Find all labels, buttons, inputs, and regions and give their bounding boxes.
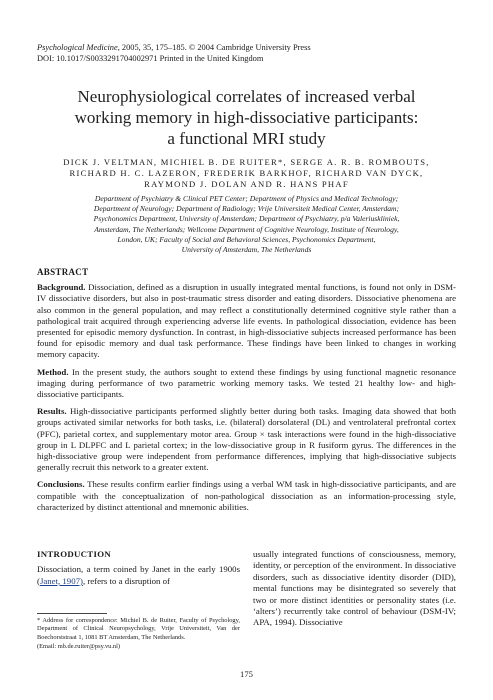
introduction-heading: INTRODUCTION — [37, 549, 111, 559]
footnote-divider — [37, 613, 107, 614]
background-label: Background. — [37, 282, 86, 293]
background-text: Dissociation, defined as a disruption in usually integrated mental functions, is found not only in DSM-IV dissociative disorders, but also in post-traumatic stress disorder and eating disorders. Dissociative phenomena are also common in the general population, and may reflect a constitutionally determined cognitive style rather than a pathological trait acquired through experiencing adverse life events. In pathological dissociation, evidence has been presented for episodic memory dysfunction. In contrast, in high-dissociative subjects increased performance has been found for episodic memory and dual task performance. These findings have been linked to changes in working memory capacity. — [37, 282, 456, 360]
conclusions-text: These results confirm earlier findings using a verbal WM task in high-dissociative participants, and are compatible with the conceptualization of non-pathological dissociation as an information-processing style, characterized by distinct attentional and mnemonic abilities. — [37, 479, 456, 512]
affiliation-line-4: Amsterdam, The Netherlands; Wellcome Department of Cognitive Neurology, Institute of Neurology, — [94, 224, 399, 234]
journal-header — [37, 42, 311, 64]
citation-details: , 2005, 35, 175–185. © 2004 Cambridge University Press — [117, 43, 311, 52]
affiliation-line-3: Psychonomics Department, University of Amsterdam; Department of Psychiatry, p/a Valeriuskliniek, — [93, 214, 400, 224]
footnote-address: * Address for correspondence: Michiel B. de Ruiter, Faculty of Psychology, Department of Clinical Neuropsychology, Vrije Universiteit, Van der Boechorststraat 1, 1081 BT Amsterdam, The Netherlands. — [37, 617, 240, 641]
abstract-conclusions — [37, 479, 456, 513]
title-line-2: working memory in high-dissociative participants: — [74, 108, 419, 127]
janet-1907-reference-link[interactable]: Janet, 1907) — [39, 575, 83, 586]
introduction-column — [37, 549, 240, 587]
paper-title — [40, 86, 453, 149]
affiliation-line-5: London, UK; Faculty of Social and Behavioral Sciences, Psychonomics Department, — [117, 234, 376, 244]
abstract-section — [37, 267, 456, 519]
title-line-1: Neurophysiological correlates of increased verbal — [77, 87, 416, 106]
affiliation-line-2: Department of Neurology; Department of Radiology; Vrije Universiteit Medical Center, Amsterdam; — [93, 204, 400, 214]
citation-line — [37, 42, 311, 53]
results-text: High-dissociative participants performed slightly better during both tasks. Imaging data showed that both groups activated similar networks for both tasks, i.e. (bilateral) dorsolateral (DL) and ventrolateral prefrontal cortex (PFC), parietal cortex, and supplementary motor area. Group × task interactions were found in the high-dissociative group in L DLPFC and L parietal cortex; in the low-dissociative group in R fusiform gyrus. The differences in the high-dissociative group were independent from performance differences, implying that high-dissociative subjects generally recruit this network to a greater extent. — [37, 406, 456, 473]
footnote-email: (Email: mb.de.ruiter@psy.vu.nl) — [37, 643, 121, 651]
abstract-method — [37, 367, 456, 401]
affiliation-line-6: University of Amsterdam, The Netherlands — [181, 245, 312, 255]
authors-line-2: RICHARD H. C. LAZERON, FREDERIK BARKHOF, RICHARD VAN DYCK, — [69, 168, 424, 179]
affiliation-line-1: Department of Psychiatry & Clinical PET Center; Department of Physics and Medical Technology; — [94, 194, 399, 203]
intro-text-after: , refers to a disruption of — [82, 575, 170, 586]
abstract-background — [37, 282, 456, 360]
affiliations — [36, 194, 457, 255]
journal-name: Psychological Medicine — [37, 43, 118, 52]
method-label: Method. — [37, 366, 69, 377]
correspondence-footnote — [37, 617, 240, 653]
authors-line-3: RAYMOND J. DOLAN AND R. HANS PHAF — [144, 179, 349, 190]
intro-text-before: Dissociation, a term coined by Janet in the early 1900s ( — [37, 564, 240, 586]
method-text: In the present study, the authors sought to extend these findings by using functional magnetic resonance imaging during performance of two parametric working memory tasks. We tested 21 healthy low- and high-dissociative participants. — [37, 366, 456, 400]
abstract-heading: ABSTRACT — [37, 267, 89, 277]
page-number: 175 — [240, 669, 253, 679]
authors-line-1: DICK J. VELTMAN, MICHIEL B. DE RUITER*, SERGE A. R. B. ROMBOUTS, — [63, 157, 430, 167]
doi-line: DOI: 10.1017/S0033291704002971 Printed in the United Kingdom — [37, 54, 264, 63]
results-label: Results. — [37, 406, 67, 417]
conclusions-label: Conclusions. — [37, 479, 85, 490]
introduction-paragraph — [37, 564, 240, 587]
title-line-3: a functional MRI study — [167, 129, 326, 148]
right-column-text: usually integrated functions of consciousness, memory, identity, or perception of the environment. In dissociative disorders, such as dissociative identity disorder (DID), mental functions may be disintegrated so severely that two or more distinct identities or personality states (i.e. ‘alters’) recurrently take control of behaviour (DSM-IV; APA, 1994). Dissociative — [253, 549, 456, 628]
abstract-results — [37, 406, 456, 473]
author-list — [34, 157, 459, 191]
